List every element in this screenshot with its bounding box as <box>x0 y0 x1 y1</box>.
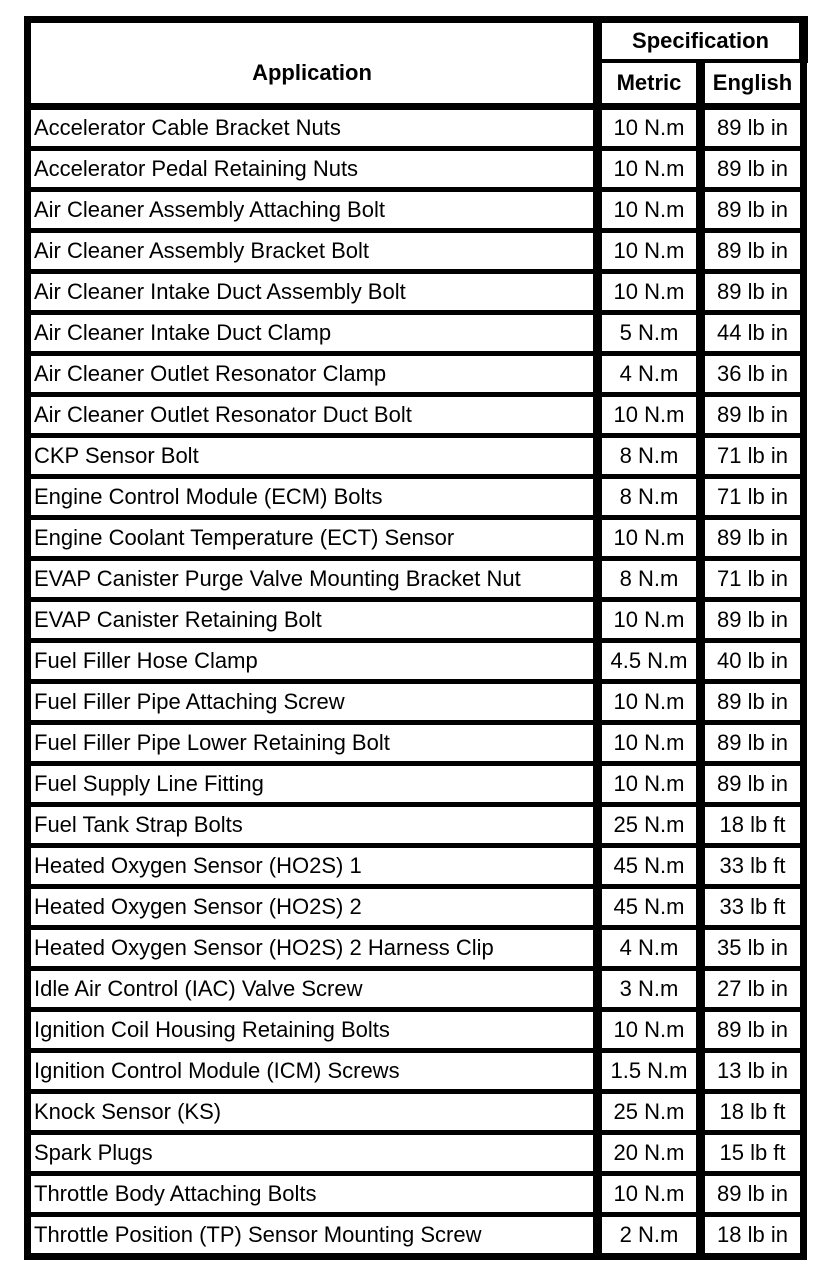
table-row <box>28 190 804 231</box>
application-cell: Air Cleaner Outlet Resonator Clamp <box>28 354 598 395</box>
application-cell: Fuel Filler Hose Clamp <box>28 641 598 682</box>
application-cell: Air Cleaner Assembly Attaching Bolt <box>28 190 598 231</box>
specification-column-header: Specification <box>598 20 804 62</box>
application-cell: Fuel Supply Line Fitting <box>28 764 598 805</box>
english-cell: 33 lb ft <box>701 846 804 887</box>
metric-cell: 10 N.m <box>598 764 701 805</box>
metric-cell: 8 N.m <box>598 559 701 600</box>
english-cell: 71 lb in <box>701 477 804 518</box>
metric-cell: 4 N.m <box>598 354 701 395</box>
english-cell: 71 lb in <box>701 559 804 600</box>
torque-spec-table <box>24 16 808 1260</box>
english-column-header: English <box>701 61 804 107</box>
english-cell: 44 lb in <box>701 313 804 354</box>
application-cell: Accelerator Cable Bracket Nuts <box>28 107 598 149</box>
metric-cell: 25 N.m <box>598 1092 701 1133</box>
metric-cell: 1.5 N.m <box>598 1051 701 1092</box>
table-row <box>28 805 804 846</box>
metric-cell: 4 N.m <box>598 928 701 969</box>
metric-cell: 2 N.m <box>598 1215 701 1257</box>
application-cell: Accelerator Pedal Retaining Nuts <box>28 149 598 190</box>
table-row <box>28 272 804 313</box>
table-row <box>28 313 804 354</box>
application-cell: Throttle Body Attaching Bolts <box>28 1174 598 1215</box>
english-cell: 35 lb in <box>701 928 804 969</box>
english-cell: 36 lb in <box>701 354 804 395</box>
english-cell: 89 lb in <box>701 149 804 190</box>
table-row <box>28 1092 804 1133</box>
table-row <box>28 107 804 149</box>
table-row <box>28 1215 804 1257</box>
metric-cell: 10 N.m <box>598 1010 701 1051</box>
english-cell: 89 lb in <box>701 764 804 805</box>
metric-cell: 20 N.m <box>598 1133 701 1174</box>
application-cell: Engine Control Module (ECM) Bolts <box>28 477 598 518</box>
metric-cell: 10 N.m <box>598 395 701 436</box>
table-row <box>28 436 804 477</box>
table-row <box>28 1174 804 1215</box>
application-cell: Idle Air Control (IAC) Valve Screw <box>28 969 598 1010</box>
table-row <box>28 600 804 641</box>
english-cell: 89 lb in <box>701 518 804 559</box>
metric-cell: 10 N.m <box>598 149 701 190</box>
metric-cell: 10 N.m <box>598 600 701 641</box>
application-cell: Ignition Coil Housing Retaining Bolts <box>28 1010 598 1051</box>
table-row <box>28 395 804 436</box>
table-row <box>28 846 804 887</box>
application-cell: Fuel Filler Pipe Lower Retaining Bolt <box>28 723 598 764</box>
header-row-top <box>28 20 804 62</box>
metric-cell: 10 N.m <box>598 272 701 313</box>
metric-cell: 4.5 N.m <box>598 641 701 682</box>
metric-cell: 8 N.m <box>598 477 701 518</box>
english-cell: 89 lb in <box>701 723 804 764</box>
metric-cell: 10 N.m <box>598 1174 701 1215</box>
english-cell: 89 lb in <box>701 395 804 436</box>
metric-cell: 25 N.m <box>598 805 701 846</box>
application-cell: Air Cleaner Outlet Resonator Duct Bolt <box>28 395 598 436</box>
english-cell: 89 lb in <box>701 190 804 231</box>
application-cell: Fuel Filler Pipe Attaching Screw <box>28 682 598 723</box>
application-cell: Heated Oxygen Sensor (HO2S) 2 <box>28 887 598 928</box>
english-cell: 71 lb in <box>701 436 804 477</box>
table-row <box>28 928 804 969</box>
english-cell: 89 lb in <box>701 272 804 313</box>
table-row <box>28 887 804 928</box>
table-row <box>28 764 804 805</box>
table-row <box>28 1010 804 1051</box>
metric-cell: 8 N.m <box>598 436 701 477</box>
table-body <box>28 107 804 1257</box>
english-cell: 15 lb ft <box>701 1133 804 1174</box>
metric-cell: 10 N.m <box>598 231 701 272</box>
english-cell: 89 lb in <box>701 231 804 272</box>
metric-cell: 10 N.m <box>598 107 701 149</box>
english-cell: 18 lb ft <box>701 805 804 846</box>
metric-cell: 10 N.m <box>598 518 701 559</box>
table-row <box>28 149 804 190</box>
metric-cell: 3 N.m <box>598 969 701 1010</box>
table-row <box>28 231 804 272</box>
application-cell: Engine Coolant Temperature (ECT) Sensor <box>28 518 598 559</box>
application-cell: Heated Oxygen Sensor (HO2S) 1 <box>28 846 598 887</box>
english-cell: 89 lb in <box>701 1010 804 1051</box>
application-cell: Heated Oxygen Sensor (HO2S) 2 Harness Clip <box>28 928 598 969</box>
table-row <box>28 1133 804 1174</box>
application-cell: Ignition Control Module (ICM) Screws <box>28 1051 598 1092</box>
table-row <box>28 559 804 600</box>
table-row <box>28 969 804 1010</box>
metric-cell: 10 N.m <box>598 682 701 723</box>
metric-cell: 10 N.m <box>598 190 701 231</box>
metric-cell: 10 N.m <box>598 723 701 764</box>
application-cell: Fuel Tank Strap Bolts <box>28 805 598 846</box>
english-cell: 89 lb in <box>701 600 804 641</box>
application-cell: CKP Sensor Bolt <box>28 436 598 477</box>
table-row <box>28 354 804 395</box>
metric-cell: 5 N.m <box>598 313 701 354</box>
table-row <box>28 682 804 723</box>
english-cell: 27 lb in <box>701 969 804 1010</box>
table-row <box>28 723 804 764</box>
table-row <box>28 518 804 559</box>
application-cell: Air Cleaner Intake Duct Assembly Bolt <box>28 272 598 313</box>
english-cell: 89 lb in <box>701 1174 804 1215</box>
application-cell: Air Cleaner Intake Duct Clamp <box>28 313 598 354</box>
english-cell: 18 lb ft <box>701 1092 804 1133</box>
metric-cell: 45 N.m <box>598 846 701 887</box>
application-cell: EVAP Canister Purge Valve Mounting Bracket Nut <box>28 559 598 600</box>
english-cell: 18 lb in <box>701 1215 804 1257</box>
table-row <box>28 641 804 682</box>
application-cell: Knock Sensor (KS) <box>28 1092 598 1133</box>
application-column-header: Application <box>28 20 598 107</box>
application-cell: Throttle Position (TP) Sensor Mounting Screw <box>28 1215 598 1257</box>
english-cell: 89 lb in <box>701 107 804 149</box>
metric-column-header: Metric <box>598 61 701 107</box>
application-cell: Air Cleaner Assembly Bracket Bolt <box>28 231 598 272</box>
english-cell: 33 lb ft <box>701 887 804 928</box>
application-cell: Spark Plugs <box>28 1133 598 1174</box>
application-cell: EVAP Canister Retaining Bolt <box>28 600 598 641</box>
metric-cell: 45 N.m <box>598 887 701 928</box>
english-cell: 13 lb in <box>701 1051 804 1092</box>
table-row <box>28 1051 804 1092</box>
english-cell: 40 lb in <box>701 641 804 682</box>
english-cell: 89 lb in <box>701 682 804 723</box>
table-header <box>28 20 804 107</box>
table-row <box>28 477 804 518</box>
